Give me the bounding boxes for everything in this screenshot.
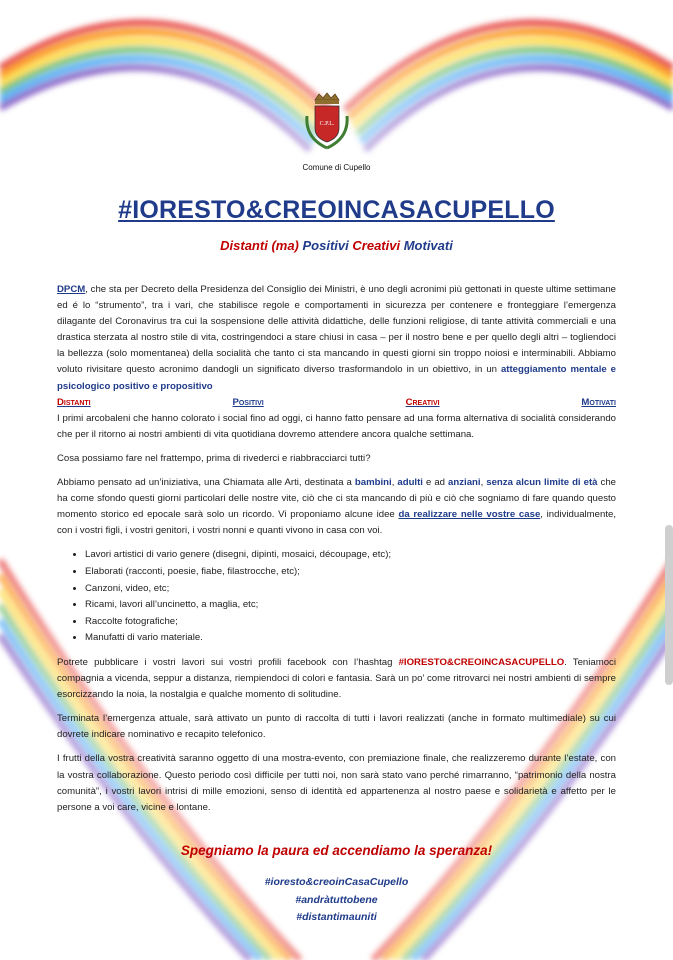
subtitle: Distanti (ma) Positivi Creativi Motivati xyxy=(220,238,453,253)
paragraph-initiative: Abbiamo pensato ad un’iniziativa, una Chiamata alle Arti, destinata a bambini, adulti e ad anziani, senza alcun limite di età che ha come sfondo questi giorni particolari delle nostre vite, ciò che ci sta mancando di più e ciò che sogniamo di fare quando questo momento storico ed epocale sarà solo un ricordo. Vi proponiamo alcune idee da realizzare nelle vostre case, individualmente, con i vostri figli, i vostri genitori, i vostri nonni e quanti vivono in casa con voi. xyxy=(57,477,616,537)
ideas-list xyxy=(57,547,616,647)
paragraph-exhibition: I frutti della vostra creatività saranno oggetto di una mostra-evento, con premiazione finale, che realizzeremo durante l’estate, con la vostra collaborazione. Questo periodo così difficile per tutti noi, non sarà stato vano perché rimarranno, “patrimonio della nostra comunità”, i vostri lavori intrisi di mille emozioni, senso di identità ed appartenenza al nostro paese e solidarietà e affetto per le persone a voi care, vicine e lontane. xyxy=(57,753,616,813)
municipality-name: Comune di Cupello xyxy=(302,163,371,172)
dpcm-acronym-row: Distanti Positivi Creativi Motivati xyxy=(57,396,616,408)
hashtag-andra-tutto-bene: #andràtuttobene xyxy=(295,894,378,906)
hashtag-distanti-ma-uniti: #distantimauniti xyxy=(296,911,377,923)
paragraph-collection: Terminata l’emergenza attuale, sarà attivato un punto di raccolta di tutti i lavori realizzati (anche in formato multimediale) su cui dovrete indicare nominativo e recapito telefonico. xyxy=(57,713,616,741)
hashtag-cupello: #ioresto&creoinCasaCupello xyxy=(264,876,409,888)
paragraph-question: Cosa possiamo fare nel frattempo, prima di rivederci e riabbracciarci tutti? xyxy=(57,452,371,464)
svg-text:C.P.L.: C.P.L. xyxy=(319,121,335,127)
closing-slogan: Spegniamo la paura ed accendiamo la speranza! xyxy=(180,843,493,858)
body-text xyxy=(57,282,616,824)
scrollbar-thumb[interactable] xyxy=(665,525,673,685)
list-item: • Elaborati (racconti, poesie, fiabe, filastrocche, etc); xyxy=(85,564,616,581)
list-item: • Canzoni, video, etc; xyxy=(85,581,616,598)
list-item: • Lavori artistici di vario genere (disegni, dipinti, mosaici, découpage, etc); xyxy=(85,547,616,564)
paragraph-dpcm: DPCM, che sta per Decreto della Presidenza del Consiglio dei Ministri, è uno degli acronimi più gettonati in queste ultime settimane ed é lo “strumento”, tra i vari, che stabilisce regole e comportamenti in sicurezza per contenere e fronteggiare l’emergenza dilagante del Coronavirus tra cui la sospensione delle attività didattiche, delle funzioni religiose, di tante attività commerciali e una drastica sterzata al nostro stile di vita, costringendoci a stare chiusi in casa – per il nostro bene e per quello degli altri – togliendoci la bellezza (solo momentanea) della socialità che tanto ci sta mancando in questi giorni sin troppo noiosi e interminabili. Abbiamo voluto rivisitare questo acronimo dandogli un significato diverso trasformandolo in un obiettivo, in un atteggiamento mentale e psicologico positivo e propositivo xyxy=(57,284,616,392)
municipal-crest-icon xyxy=(301,92,353,154)
page-title: #IORESTO&CREOINCASACUPELLO xyxy=(118,196,555,224)
list-item: • Ricami, lavori all’uncinetto, a maglia, etc; xyxy=(85,597,616,614)
paragraph-hashtag: Potrete pubblicare i vostri lavori sui vostri profili facebook con l’hashtag #IORESTO&CREOINCASACUPELLO. Teniamoci compagnia a vicenda, seppur a distanza, riempiendoci di colori e fantasia. Sarà un po’ come ritrovarci nei nostri ambienti di sempre esorcizzando la noia, la nostalgia e qualche momento di solitudine. xyxy=(57,656,616,701)
list-item: • Raccolte fotografiche; xyxy=(85,614,616,631)
list-item: • Manufatti di vario materiale. xyxy=(85,630,616,647)
paragraph-rainbows: I primi arcobaleni che hanno colorato i social fino ad oggi, ci hanno fatto pensare ad una forma alternativa di socialità considerando che per il ritorno ai nostri ambienti di vita quotidiana dovremo attendere ancora qualche settimana. xyxy=(57,412,616,440)
